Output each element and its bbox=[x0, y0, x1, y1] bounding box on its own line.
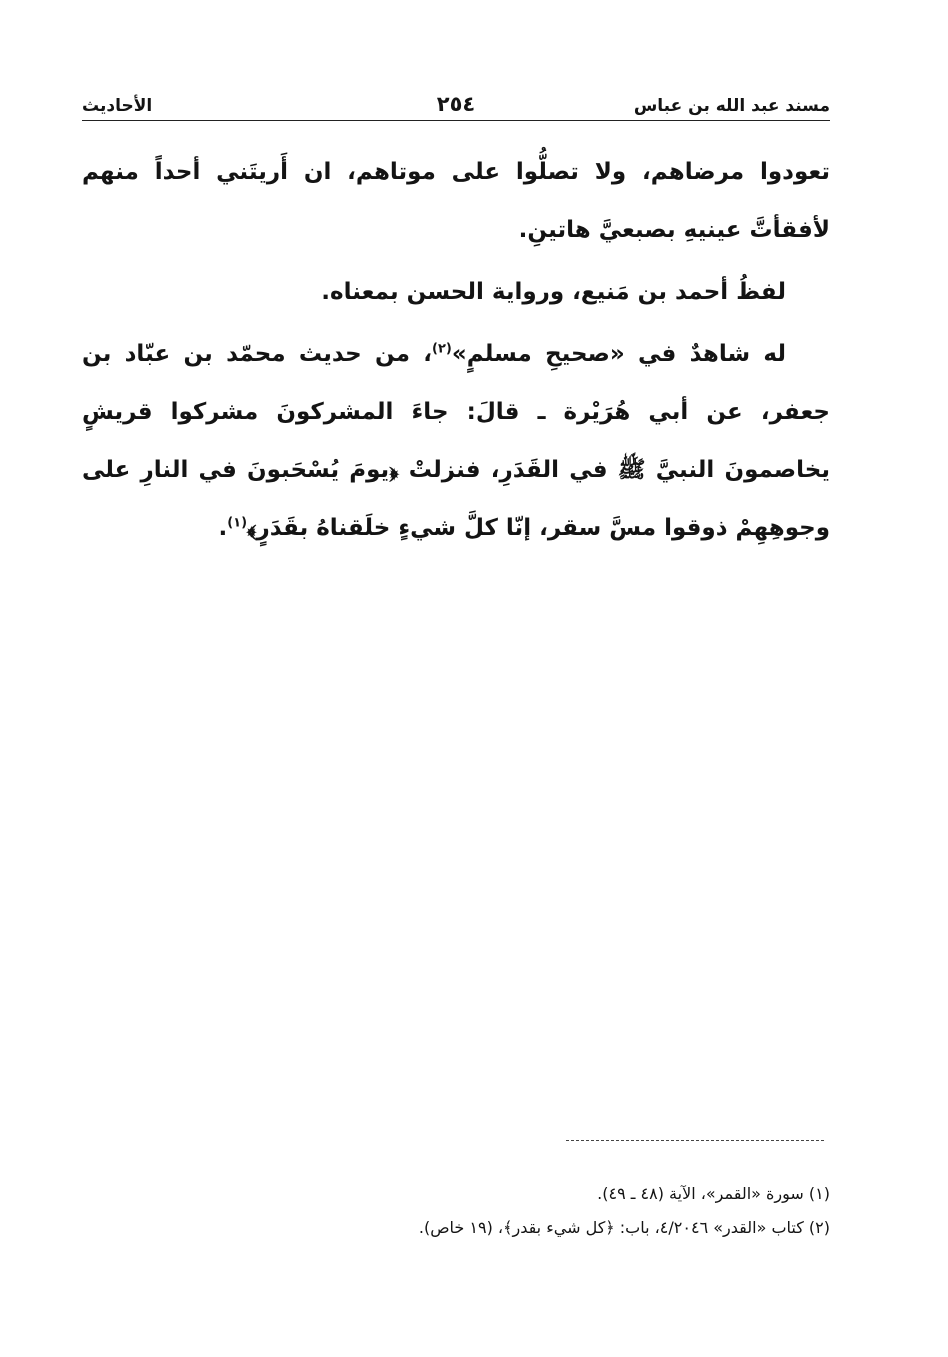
footnote-2: (٢) كتاب «القدر» ٤/٢٠٤٦، باب: ﴿كل شيء بقدر﴾، (١٩ خاص). bbox=[418, 1218, 830, 1237]
footnotes bbox=[82, 1177, 830, 1245]
paragraph-1: تعودوا مرضاهم، ولا تصلُّوا على موتاهم، ان أَريتَني أحداً منهم لأفقأتَّ عينيهِ بصبعيَّ هاتينِ. bbox=[82, 159, 830, 243]
main-text bbox=[82, 143, 830, 557]
paragraph-3 bbox=[82, 325, 830, 557]
section-title: الأحاديث bbox=[82, 96, 153, 116]
footnote-1: (١) سورة «القمر»، الآية (٤٨ ـ ٤٩). bbox=[597, 1184, 830, 1203]
footnote-ref-1: (١) bbox=[227, 515, 248, 531]
footnote-ref-2: (٢) bbox=[432, 341, 452, 357]
running-header bbox=[82, 88, 830, 121]
paragraph-3-middle: ، من حديث محمّد بن عبّاد بن جعفر، عن أبي هُرَيْرة ـ قالَ: جاءَ المشركونَ مشركوا قريشٍ يخاصمونَ النبيَّ ﷺ في القَدَرِ، فنزلتْ ﴿يومَ يُسْحَبونَ في النارِ على وجوهِهِمْ ذوقوا مسَّ سقر، إنّا كلَّ شيءٍ خلَقناهُ بقَدَرٍ﴾ bbox=[82, 341, 830, 541]
page-number: ٢٥٤ bbox=[436, 92, 476, 116]
book-title: مسند عبد الله بن عباس bbox=[633, 96, 830, 116]
paragraph-3-start: له شاهدٌ في «صحيحِ مسلمٍ» bbox=[451, 341, 787, 367]
paragraph-3-end: . bbox=[218, 515, 228, 541]
footnote-separator bbox=[566, 1140, 824, 1141]
paragraph-2: لفظُ أحمد بن مَنيع، ورواية الحسن بمعناه. bbox=[321, 279, 786, 305]
